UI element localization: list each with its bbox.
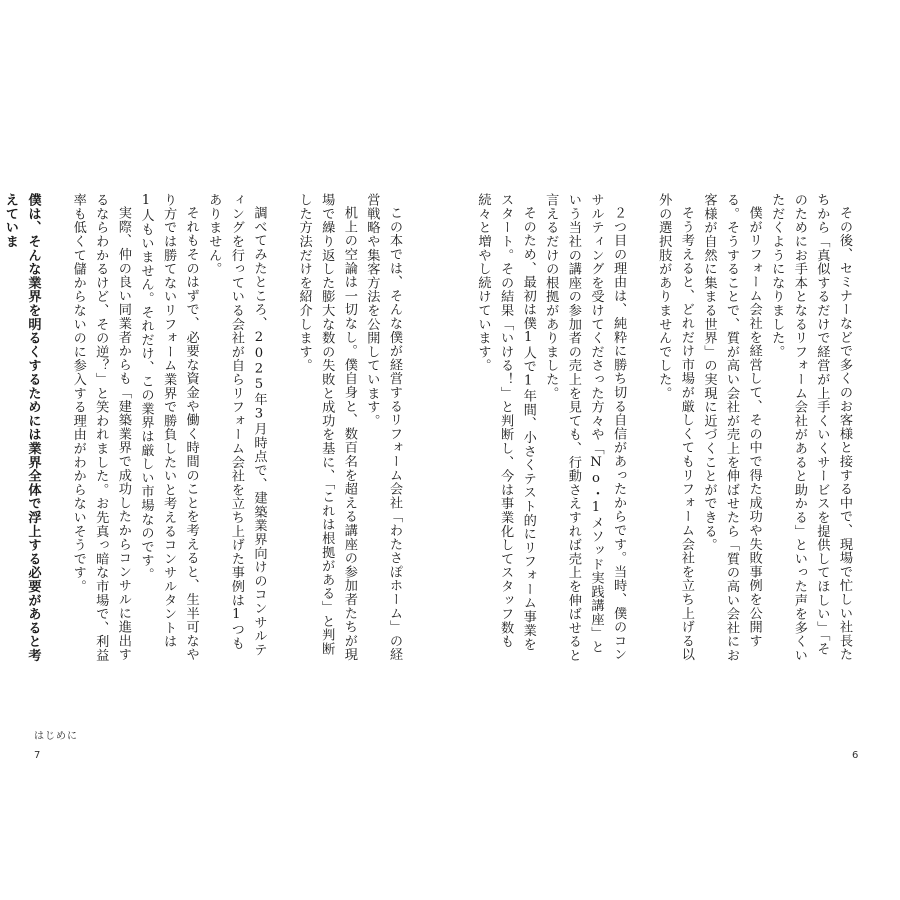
paragraph: 僕がリフォーム会社を経営して、その中で得た成功や失敗事例を公開する。そうすることで、質が高い会社が売上を伸ばせたら「質の高い会社にお客様が自然に集まる世界」の実現に近づくことができる。 [701,193,762,663]
left-page-body [2,193,405,663]
running-head: はじめに [34,731,78,742]
paragraph: 机上の空論は一切なし。僕自身と、数百名を超える講座の参加者たちが現場で繰り返した膨大な数の失敗と成功を基に、「これは根拠がある」と判断した方法だけを紹介します。 [296,193,357,662]
bold-paragraph: 僕は、そんな業界を明るくするためには業界全体で浮上する必要があると考えていま [2,193,41,663]
paragraph: その後、セミナーなどで多くのお客様と接する中で、現場で忙しい社長たちから「真似するだけで経営が上手くいくサービスを提供してほしい」「そのためにお手本となるリフォーム会社があると助かる」といった声を多くいただくようになりました。 [769,193,852,663]
paragraph: この本では、そんな僕が経営するリフォーム会社「わたさぽホーム」の経営戦略や集客方法を公開しています。 [364,193,402,662]
blank-line [629,193,652,663]
paragraph: そのため、最初は僕1人で1年間、小さくテスト的にリフォーム事業をスタート。その結果「いける！」と判断し、今は事業化してスタッフ数も続々と増やし続けています。 [475,193,536,652]
blank-line [269,193,292,663]
blank-line [44,193,67,663]
paragraph: 実際、仲の良い同業者からも「建築業界で成功したからコンサルに進出するならわかるけど、その逆？」と笑われました。お先真っ暗な市場で、利益率も低くて儲からないのに参入する理由がわからないそうです。 [70,193,131,663]
right-page-body [475,193,855,663]
paragraph: それもそのはずで、必要な資金や働く時間のことを考えると、生半可なやり方では勝てないリフォーム業界で勝負したいと考えるコンサルタントは1人もいません。それだけ、この業界は厳しい市場なのです。 [138,193,199,662]
paragraph: そう考えると、どれだけ市場が厳しくてもリフォーム会社を立ち上げる以外の選択肢がありませんでした。 [656,193,694,662]
page-number-right: 6 [852,750,859,761]
paragraph: ２つ目の理由は、純粋に勝ち切る自信があったからです。当時、僕のコンサルティングを受けてくださった方々や「No・1メソッド実践講座」という当社の講座の参加者の売上を見ても、行動さえすれば売上を伸ばせると言えるだけの根拠がありました。 [543,193,627,663]
page-number-left: 7 [34,750,41,761]
paragraph: 調べてみたところ、2025年3月時点で、建築業界向けのコンサルティングを行っている会社が自らリフォーム会社を立ち上げた事例は1つもありません。 [206,193,267,657]
